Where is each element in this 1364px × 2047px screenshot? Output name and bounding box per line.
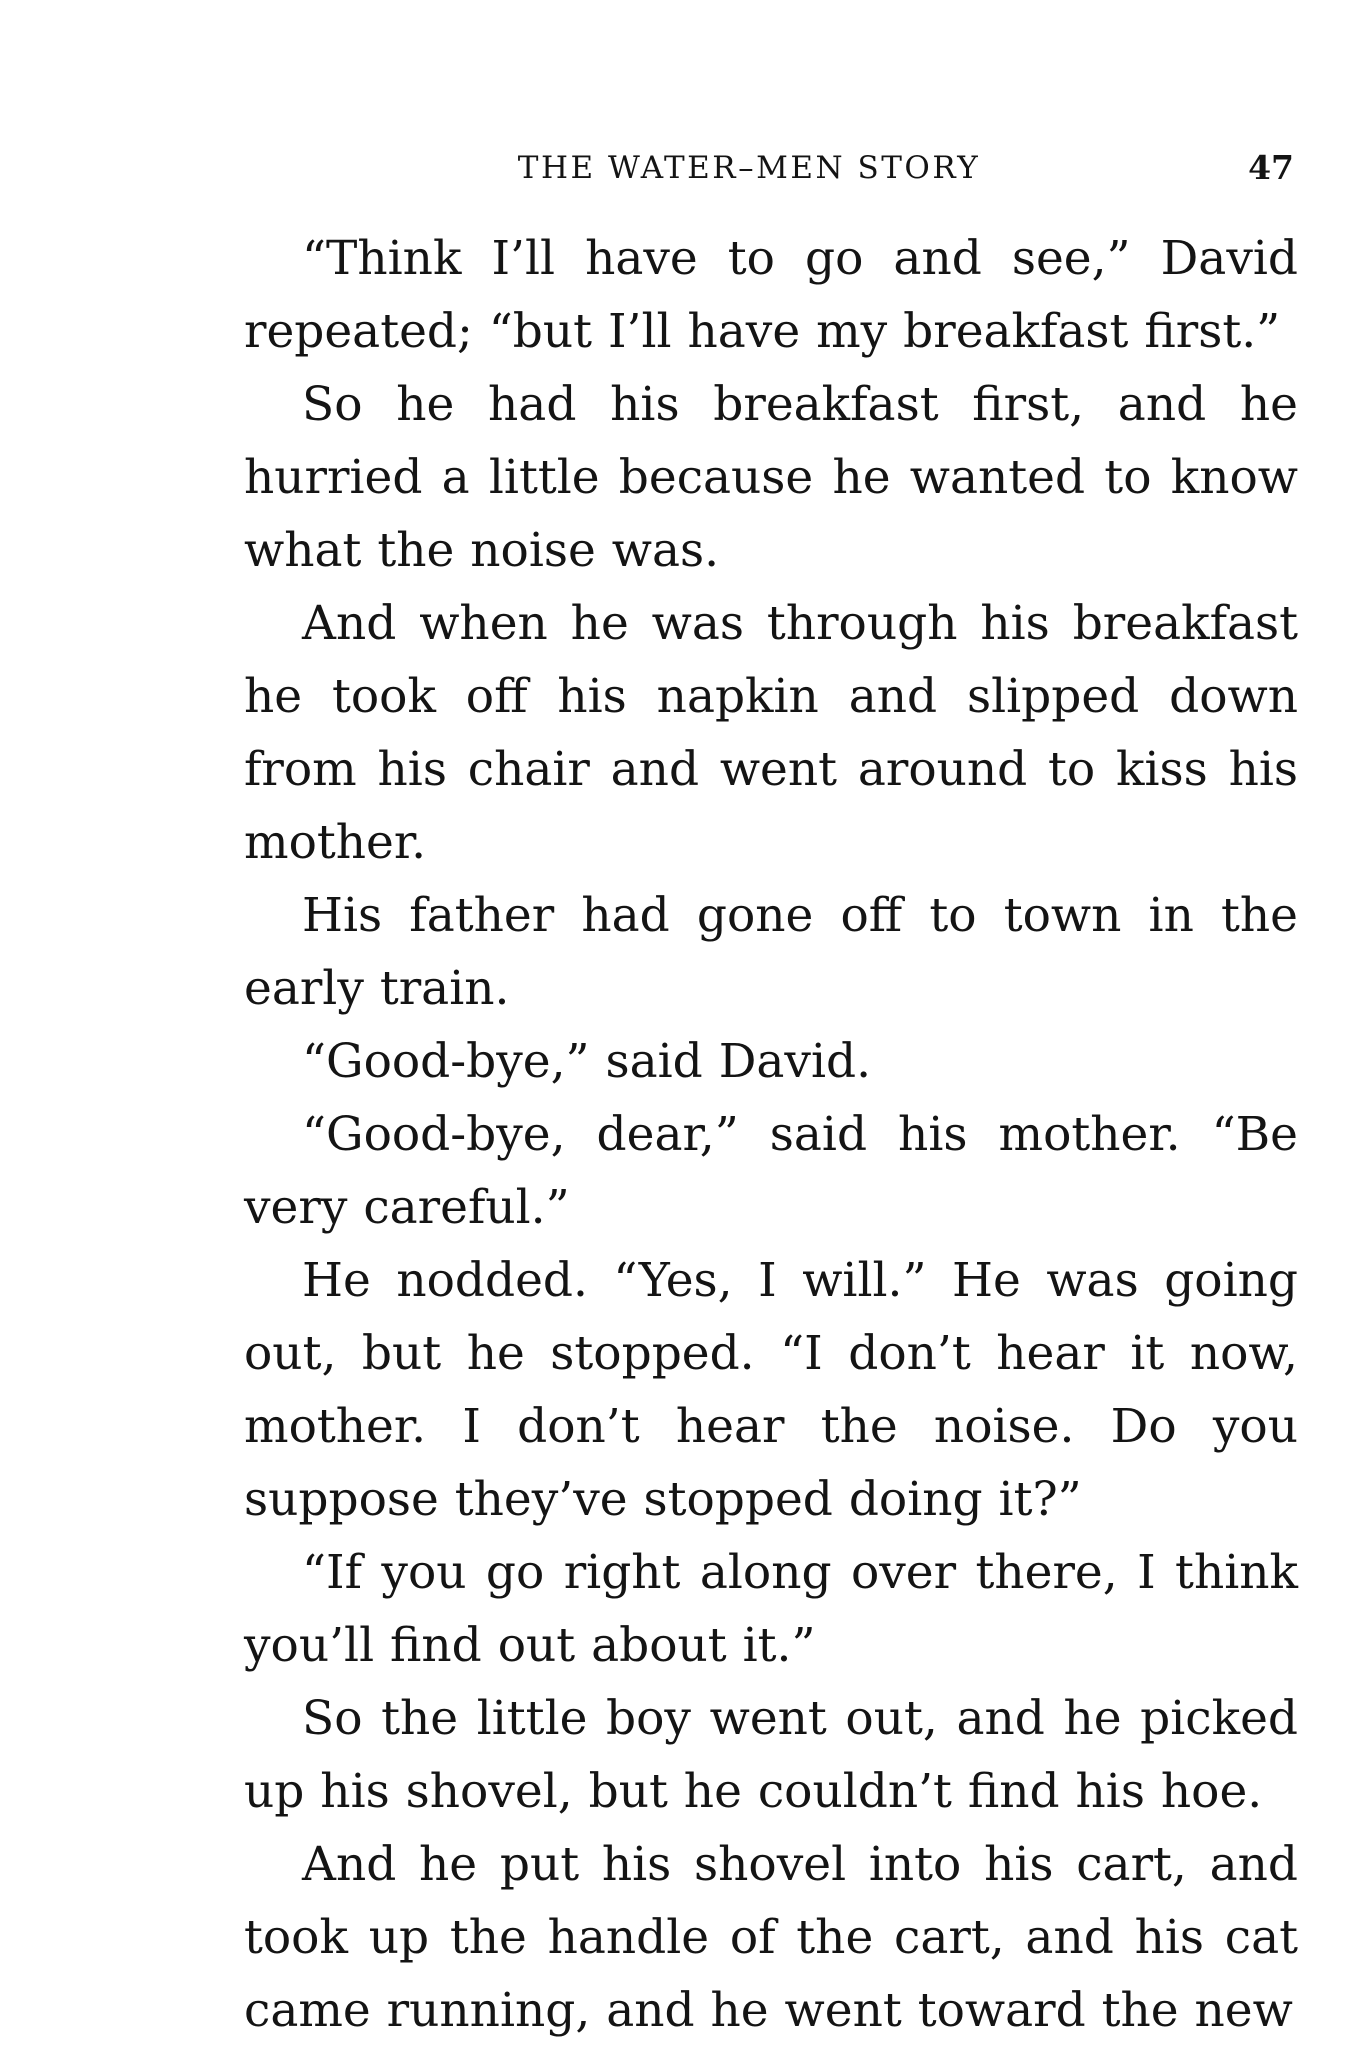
running-head [244, 148, 1294, 188]
paragraph: “Think I’ll have to go and see,” David repeated; “but I’ll have my breakfast first.” [244, 231, 1298, 359]
body-text [244, 222, 1298, 2047]
paragraph: He nodded. “Yes, I will.” He was going out, but he stopped. “I don’t hear it now, mother. I don’t hear the noise. Do you suppose they’ve stopped doing it?” [244, 1253, 1298, 1527]
paragraph: So he had his breakfast first, and he hurried a little because he wanted to know what the noise was. [244, 377, 1298, 578]
paragraph: And when he was through his breakfast he took off his napkin and slipped down from his chair and went around to kiss his mother. [244, 596, 1298, 870]
paragraph: “Good-bye,” said David. [302, 1034, 872, 1089]
paragraph: “Good-bye, dear,” said his mother. “Be very careful.” [244, 1107, 1298, 1235]
paragraph: And he put his shovel into his cart, and took up the handle of the cart, and his cat came running, and he went toward the new [244, 1837, 1298, 2038]
paragraph: So the little boy went out, and he picked up his shovel, but he couldn’t find his hoe. [244, 1691, 1298, 1819]
page-number: 47 [1248, 148, 1294, 187]
paragraph: His father had gone off to town in the early train. [244, 888, 1298, 1016]
paragraph: “If you go right along over there, I think you’ll find out about it.” [244, 1545, 1298, 1673]
running-title: THE WATER–MEN STORY [517, 150, 981, 186]
